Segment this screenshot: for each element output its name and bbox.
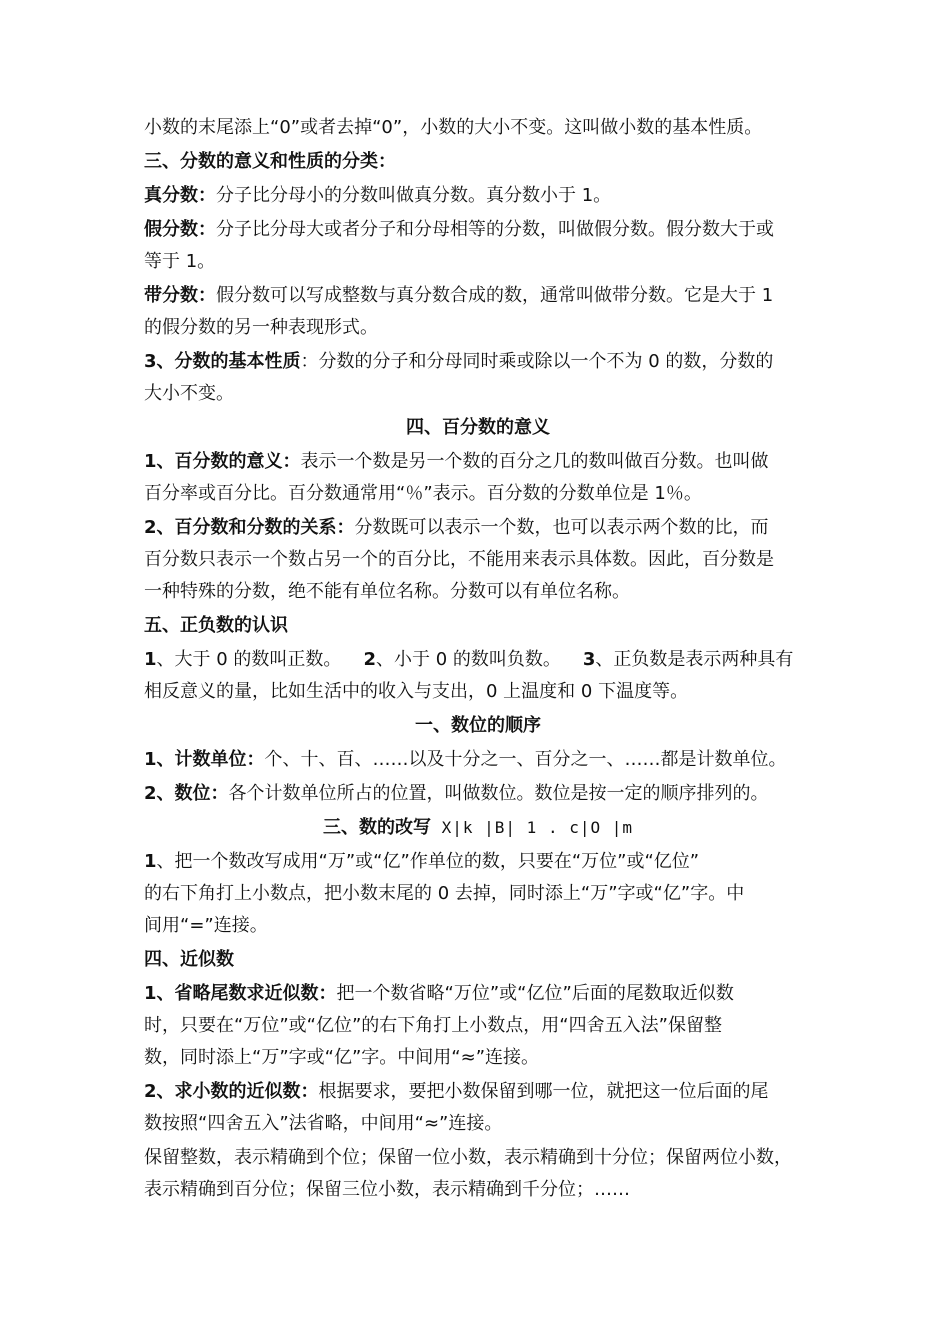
text-line: 的右下角打上小数点，把小数末尾的 0 去掉，同时添上“万”字或“亿”字。中 [144, 883, 745, 904]
paragraph-counting-unit [144, 744, 812, 776]
text-line: 数按照“四舍五入”法省略，中间用“≈”连接。 [144, 1113, 503, 1134]
heading-text: 三、分数的意义和性质的分类： [144, 151, 396, 172]
term-label: 假分数： [144, 219, 216, 240]
term-text: 分子比分母大或者分子和分母相等的分数，叫做假分数。假分数大于或 [216, 219, 774, 240]
paragraph-positive-negative [144, 644, 812, 708]
term-label: 带分数： [144, 285, 216, 306]
paragraph-approximate-integer [144, 978, 812, 1074]
term-label: 1、计数单位： [144, 749, 265, 770]
item-number: 1 [144, 649, 157, 670]
paragraph-digit-place [144, 778, 812, 810]
text-line: 的假分数的另一种表现形式。 [144, 317, 378, 338]
term-text: 表示一个数是另一个数的百分之几的数叫做百分数。也叫做 [300, 451, 769, 472]
heading-text: 一、数位的顺序 [415, 715, 541, 736]
paragraph-mixed-number [144, 280, 812, 344]
item-text: 、大于 0 的数叫正数。 [156, 649, 342, 670]
text-line: 时，只要在“万位”或“亿位”的右下角打上小数点，用“四舍五入法”保留整 [144, 1015, 722, 1036]
term-label: 真分数： [144, 185, 216, 206]
section-heading-positive-negative [144, 610, 812, 642]
term-label: 2、数位： [144, 783, 229, 804]
item-text: 、把一个数改写成用“万”或“亿”作单位的数，只要在“万位”或“亿位” [156, 851, 700, 872]
item-number: 2 [363, 649, 376, 670]
term-text: 分子比分母小的分数叫做真分数。真分数小于 1。 [216, 185, 612, 206]
section-heading-digit-order [144, 710, 812, 742]
text-line: 百分率或百分比。百分数通常用“％”表示。百分数的分数单位是 1％。 [144, 483, 702, 504]
term-label: 3、分数的基本性质 [144, 351, 301, 372]
text-line: 一种特殊的分数，绝不能有单位名称。分数可以有单位名称。 [144, 581, 630, 602]
text-line: 相反意义的量，比如生活中的收入与支出，0 上温度和 0 下温度等。 [144, 681, 689, 702]
term-text: 各个计数单位所占的位置，叫做数位。数位是按一定的顺序排列的。 [228, 783, 769, 804]
text-line: 大小不变。 [144, 383, 234, 404]
heading-text: 五、正负数的认识 [144, 615, 288, 636]
term-text: 把一个数省略“万位”或“亿位”后面的尾数取近似数 [336, 983, 734, 1004]
text-line: 保留整数，表示精确到个位；保留一位小数，表示精确到十分位；保留两位小数， [144, 1147, 792, 1168]
heading-text: 四、近似数 [144, 949, 234, 970]
section-heading-rewrite [144, 812, 812, 844]
term-text: ：分数的分子和分母同时乘或除以一个不为 0 的数，分数的 [300, 351, 774, 372]
section-heading-approximate [144, 944, 812, 976]
text-line: 表示精确到百分位；保留三位小数，表示精确到千分位；…… [144, 1179, 630, 1200]
paragraph-decimal-property [144, 112, 812, 144]
paragraph-proper-fraction [144, 180, 812, 212]
term-label: 2、求小数的近似数： [144, 1081, 319, 1102]
paragraph-percent-vs-fraction [144, 512, 812, 608]
paragraph-approximate-decimal [144, 1076, 812, 1140]
term-text: 根据要求，要把小数保留到哪一位，就把这一位后面的尾 [318, 1081, 769, 1102]
paragraph-improper-fraction [144, 214, 812, 278]
term-label: 1、百分数的意义： [144, 451, 301, 472]
text-line: 间用“=”连接。 [144, 915, 268, 936]
term-text: 分数既可以表示一个数，也可以表示两个数的比，而 [354, 517, 769, 538]
document-page [144, 112, 812, 1208]
paragraph-fraction-basic-property [144, 346, 812, 410]
term-text: 个、十、百、……以及十分之一、百分之一、……都是计数单位。 [264, 749, 787, 770]
paragraph-percent-meaning [144, 446, 812, 510]
text-line: 百分数只表示一个数占另一个的百分比，不能用来表示具体数。因此，百分数是 [144, 549, 774, 570]
item-text: 、小于 0 的数叫负数。 [375, 649, 561, 670]
section-heading-fraction [144, 146, 812, 178]
heading-text: 四、百分数的意义 [406, 417, 550, 438]
item-number: 3 [582, 649, 596, 670]
text-line: 等于 1。 [144, 251, 216, 272]
term-text: 假分数可以写成整数与真分数合成的数，通常叫做带分数。它是大于 1 [216, 285, 774, 306]
section-heading-percent [144, 412, 812, 444]
term-label: 2、百分数和分数的关系： [144, 517, 355, 538]
text-line: 小数的末尾添上“0”或者去掉“0”，小数的大小不变。这叫做小数的基本性质。 [144, 117, 763, 138]
heading-text: 三、数的改写 [322, 817, 431, 838]
watermark-text: X|k |B| 1 . c|O |m [430, 818, 634, 837]
paragraph-rewrite [144, 846, 812, 942]
text-line: 数，同时添上“万”字或“亿”字。中间用“≈”连接。 [144, 1047, 540, 1068]
item-number: 1 [144, 851, 157, 872]
paragraph-precision [144, 1142, 812, 1206]
item-text: 、正负数是表示两种具有 [595, 649, 794, 670]
term-label: 1、省略尾数求近似数： [144, 983, 337, 1004]
